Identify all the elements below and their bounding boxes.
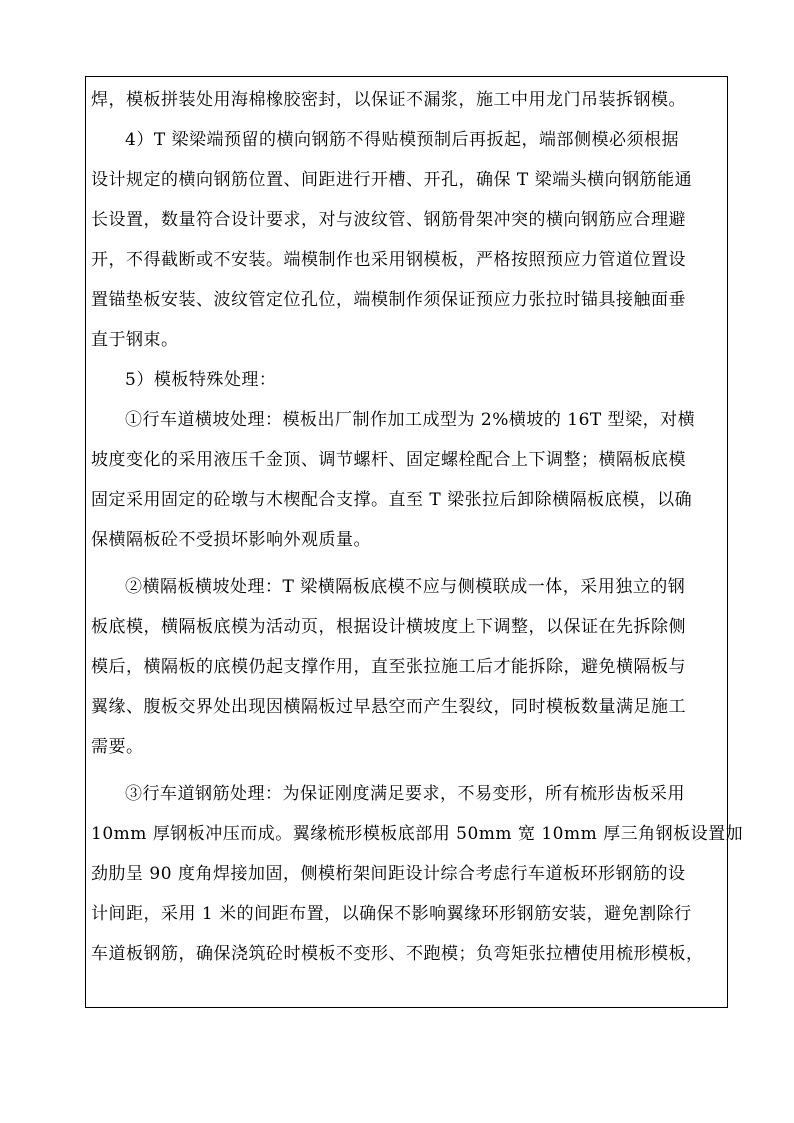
text-line: 保横隔板砼不受损坏影响外观质量。 [91, 530, 371, 550]
text-line: 模后，横隔板的底模仍起支撑作用，直至张拉施工后才能拆除，避免横隔板与 [91, 657, 686, 677]
text-line: 焊，模板拼装处用海棉橡胶密封，以保证不漏浆，施工中用龙门吊装拆钢模。 [91, 90, 686, 110]
text-line: 设计规定的横向钢筋位置、间距进行开槽、开孔，确保 T 梁端头横向钢筋能通 [91, 170, 693, 190]
paragraph-roadway-cross-slope [91, 400, 727, 560]
text-line: 置锚垫板安装、波纹管定位孔位，端模制作须保证预应力张拉时锚具接触面垂 [91, 290, 686, 310]
text-line: 板底模，横隔板底模为活动页，根据设计横坡度上下调整，以保证在先拆除侧 [91, 617, 686, 637]
text-line: 车道板钢筋，确保浇筑砼时模板不变形、不跑模；负弯矩张拉槽使用梳形模板， [91, 944, 704, 964]
paragraph-roadway-rebar [91, 774, 744, 974]
text-line: 直于钢束。 [91, 330, 179, 350]
text-line: 计间距，采用 1 米的间距布置，以确保不影响翼缘环形钢筋安装，避免割除行 [91, 904, 692, 924]
text-line: 劲肋呈 90 度角焊接加固，侧模桁架间距设计综合考虑行车道板环形钢筋的设 [91, 864, 686, 884]
section-heading: 5）模板特殊处理： [125, 370, 277, 390]
text-line: ③行车道钢筋处理：为保证刚度满足要求，不易变形，所有梳形齿板采用 [125, 784, 685, 804]
text-line: 10mm 厚钢板冲压而成。翼缘梳形模板底部用 50mm 宽 10mm 厚三角钢板设置加 [91, 824, 744, 844]
paragraph-item-5-heading [91, 360, 727, 400]
text-line: 需要。 [91, 737, 144, 757]
text-line: ①行车道横坡处理：模板出厂制作加工成型为 2%横坡的 16T 型梁，对横 [125, 410, 696, 430]
paragraph-diaphragm-cross-slope [91, 567, 727, 767]
text-line: 长设置，数量符合设计要求，对与波纹管、钢筋骨架冲突的横向钢筋应合理避 [91, 210, 686, 230]
text-line: 翼缘、腹板交界处出现因横隔板过早悬空而产生裂纹，同时模板数量满足施工 [91, 697, 686, 717]
text-line: 固定采用固定的砼墩与木楔配合支撑。直至 T 梁张拉后卸除横隔板底模，以确 [91, 490, 693, 510]
text-line: ②横隔板横坡处理：T 梁横隔板底模不应与侧模联成一体，采用独立的钢 [125, 577, 686, 597]
text-line: 开，不得截断或不安装。端模制作也采用钢模板，严格按照预应力管道位置设 [91, 250, 686, 270]
paragraph-continuation [91, 80, 727, 120]
text-line: 4）T 梁梁端预留的横向钢筋不得贴模预制后再扳起，端部侧模必须根据 [125, 130, 680, 150]
document-body [91, 80, 744, 974]
text-line: 坡度变化的采用液压千金顶、调节螺杆、固定螺栓配合上下调整；横隔板底模 [91, 450, 686, 470]
paragraph-item-4 [91, 120, 727, 360]
